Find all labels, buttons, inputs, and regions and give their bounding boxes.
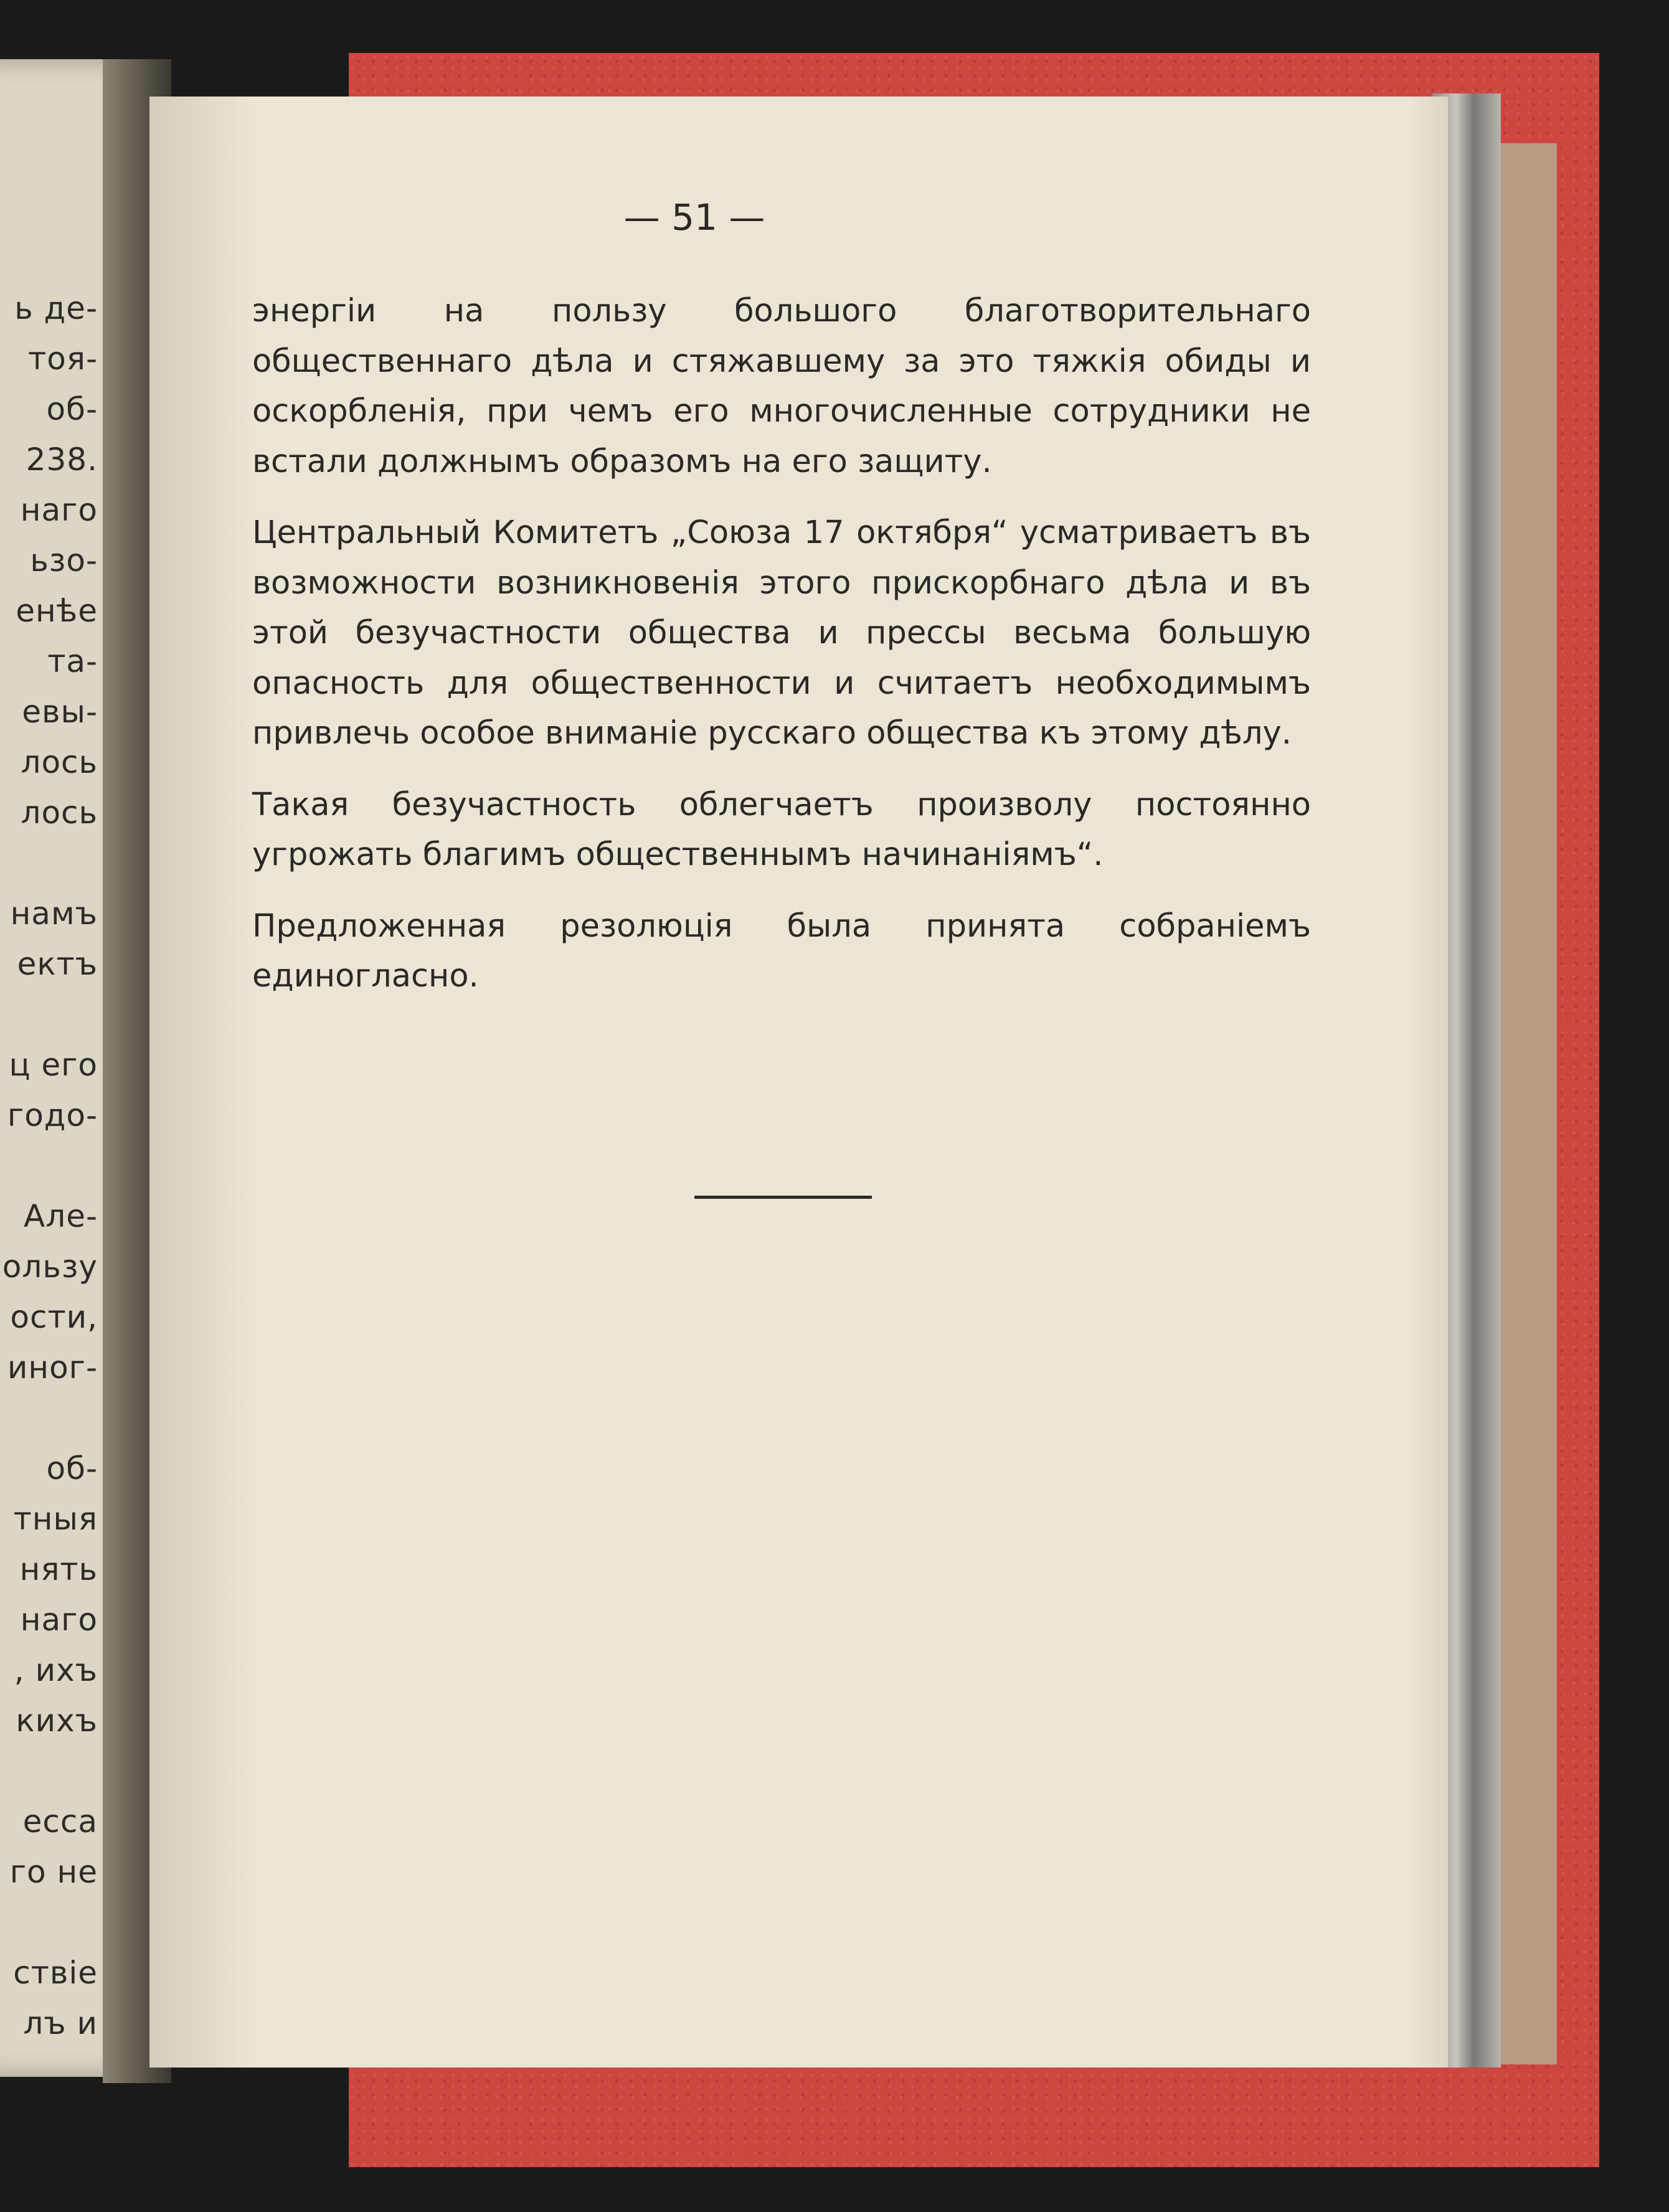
left-page-fragment: го не <box>9 1854 98 1890</box>
left-page-fragment <box>0 1393 98 1444</box>
left-page-fragment: нять <box>19 1551 98 1587</box>
left-page-fragment: 238. <box>26 442 98 478</box>
left-page-fragment: иног- <box>7 1349 98 1386</box>
left-page-fragment: та- <box>47 643 98 679</box>
left-page-fragment: кихъ <box>16 1703 98 1739</box>
left-page-fragment <box>0 1746 98 1797</box>
left-page-fragment <box>0 1141 98 1191</box>
left-page-fragment: ости, <box>10 1299 98 1335</box>
left-page-fragment: Але- <box>24 1198 98 1234</box>
paragraph-4: Предложенная резолюція была принята собраніемъ единогласно. <box>252 907 1311 995</box>
paragraph-3: Такая безучастность облегчаетъ произволу постоянно угрожать благимъ общественнымъ начинаніямъ“. <box>252 786 1311 873</box>
left-page-fragment: ользу <box>2 1249 98 1285</box>
left-page-fragment: ь де- <box>14 290 98 326</box>
left-page-fragment: годо- <box>7 1097 98 1133</box>
left-page-fragment: наго <box>20 1602 98 1638</box>
left-page-fragment: тоя- <box>28 341 98 377</box>
left-page-fragment: ствіе <box>13 1955 98 1991</box>
page-body <box>252 286 1311 1023</box>
left-page-fragment: об- <box>46 1450 98 1486</box>
left-page-fragment <box>0 1898 98 1948</box>
left-page-text-column <box>0 283 98 2049</box>
left-page-fragment: ектъ <box>17 946 98 982</box>
left-page-fragment: намъ <box>10 896 98 932</box>
left-page-fragment: тныя <box>13 1501 98 1537</box>
left-page-fragment: об- <box>46 391 98 427</box>
section-divider <box>694 1196 872 1199</box>
left-page-fragment <box>0 838 98 889</box>
page-number: — 51 — <box>623 196 765 239</box>
left-page-fragment: евы- <box>22 694 98 730</box>
left-page-fragment: , ихъ <box>14 1652 98 1688</box>
paragraph-2: Центральный Комитетъ „Союза 17 октября“ усматриваетъ въ возможности возникновенія этого прискорбнаго дѣла и въ этой безучастности общества и прессы весьма большую опасность для общественности и считаетъ необходимымъ привлечь особое вниманіе русскаго общества къ этому дѣлу. <box>252 514 1311 752</box>
left-page-fragment: лось <box>21 795 98 831</box>
left-page-fragment <box>0 990 98 1040</box>
left-page-fragment: енѣе <box>16 593 98 629</box>
left-page-fragment: лъ и <box>23 2005 98 2041</box>
left-page-fragment: ьзо- <box>30 542 98 579</box>
left-page-fragment: ц его <box>9 1047 98 1083</box>
left-page-fragment: есса <box>22 1803 98 1840</box>
left-page-fragment: лось <box>21 744 98 780</box>
left-page-fragment: наго <box>20 492 98 528</box>
paragraph-1: энергіи на пользу большого благотворительнаго общественнаго дѣла и стяжавшему за это тяжкія обиды и оскорбленія, при чемъ его многочисленные сотрудники не встали должнымъ образомъ на его защиту. <box>252 293 1311 480</box>
